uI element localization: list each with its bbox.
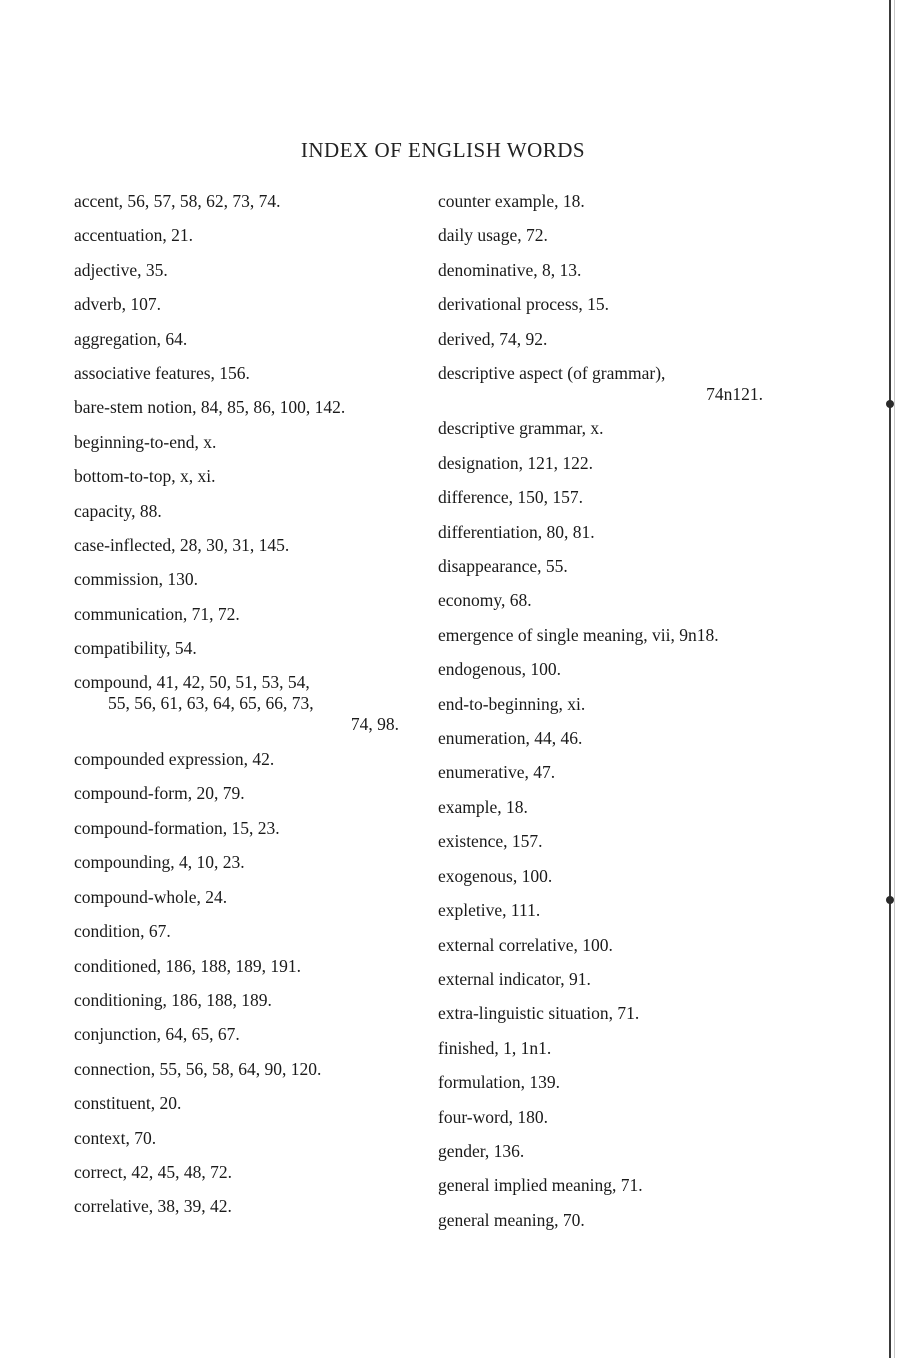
index-entry (74, 287, 424, 321)
index-entry-line: enumerative, 47. (438, 762, 556, 783)
index-entry-line: general meaning, 70. (438, 1209, 585, 1230)
index-entry (74, 218, 424, 252)
index-entry-line: exogenous, 100. (438, 865, 553, 886)
index-entry-line: existence, 157. (438, 831, 543, 852)
index-entry-line: 55, 56, 61, 63, 64, 65, 66, 73, (108, 693, 314, 714)
index-entry-line: compounding, 4, 10, 23. (74, 852, 245, 873)
index-entry-line: constituent, 20. (74, 1093, 182, 1114)
index-entry (74, 914, 424, 948)
index-entry-line: endogenous, 100. (438, 659, 561, 680)
index-entry-line: conditioned, 186, 188, 189, 191. (74, 955, 301, 976)
index-entry-line: capacity, 88. (74, 500, 162, 521)
index-entry (74, 459, 424, 493)
index-entry-line: counter example, 18. (438, 191, 585, 211)
index-entry-line: end-to-beginning, xi. (438, 693, 586, 714)
index-entry-line: four-word, 180. (438, 1106, 548, 1127)
index-entry (74, 880, 424, 914)
index-entry (74, 1189, 424, 1223)
index-entry-line: conditioning, 186, 188, 189. (74, 989, 272, 1010)
index-entry (438, 1065, 798, 1099)
index-entry (438, 618, 798, 652)
index-entry-line: 74n121. (706, 383, 763, 404)
index-entry-line: general implied meaning, 71. (438, 1175, 643, 1196)
index-entry-line: daily usage, 72. (438, 225, 548, 246)
index-entry-line: bottom-to-top, x, xi. (74, 466, 216, 487)
index-entry (438, 583, 798, 617)
index-entry-line: connection, 55, 56, 58, 64, 90, 120. (74, 1058, 322, 1079)
index-entry-line: derived, 74, 92. (438, 328, 548, 349)
index-entry (74, 1017, 424, 1051)
index-entry (438, 322, 798, 356)
index-entry (74, 983, 424, 1017)
index-entry-line: gender, 136. (438, 1140, 525, 1161)
index-entry (74, 184, 424, 218)
index-entry-line: beginning-to-end, x. (74, 431, 217, 452)
index-entry (438, 755, 798, 789)
index-entry-line: compound-whole, 24. (74, 886, 228, 907)
index-entry-line: derivational process, 15. (438, 294, 610, 315)
page-edge-line (889, 0, 891, 1358)
page-edge-shadow (894, 0, 895, 1358)
index-entry (74, 1155, 424, 1189)
index-entry-line: accentuation, 21. (74, 225, 194, 246)
index-entry (438, 549, 798, 583)
index-entry-line: enumeration, 44, 46. (438, 728, 583, 749)
index-entry-line: case-inflected, 28, 30, 31, 145. (74, 535, 290, 556)
index-entry (438, 893, 798, 927)
index-entry (438, 515, 798, 549)
index-entry (74, 322, 424, 356)
index-entry (74, 253, 424, 287)
index-entry-line: disappearance, 55. (438, 556, 568, 577)
index-entry (74, 845, 424, 879)
index-entry (438, 790, 798, 824)
index-entry-line: example, 18. (438, 796, 528, 817)
index-entry-line: communication, 71, 72. (74, 603, 240, 624)
index-entry-line: 74, 98. (350, 714, 399, 735)
index-entry (74, 776, 424, 810)
index-entry (438, 218, 798, 252)
index-entry-line: compatibility, 54. (74, 638, 197, 659)
index-column-right (438, 184, 798, 1237)
index-entry-line: aggregation, 64. (74, 328, 188, 349)
index-entry (438, 253, 798, 287)
index-entry (438, 824, 798, 858)
index-entry (74, 1121, 424, 1155)
index-entry-line: correct, 42, 45, 48, 72. (74, 1161, 232, 1182)
index-column-left (74, 184, 424, 1224)
index-entry-line: compounded expression, 42. (74, 749, 275, 770)
index-entry-line: context, 70. (74, 1127, 157, 1148)
index-entry (74, 494, 424, 528)
index-entry-line: compound-formation, 15, 23. (74, 817, 280, 838)
index-entry (438, 687, 798, 721)
index-entry (438, 446, 798, 480)
index-entry-line: differentiation, 80, 81. (438, 521, 595, 542)
index-entry-line: compound, 41, 42, 50, 51, 53, 54, (74, 672, 310, 693)
index-entry (74, 672, 424, 735)
index-entry (74, 1052, 424, 1086)
index-entry-line: formulation, 139. (438, 1072, 560, 1093)
index-entry (438, 1100, 798, 1134)
index-entry-line: accent, 56, 57, 58, 62, 73, 74. (74, 191, 281, 211)
index-entry-line: adjective, 35. (74, 259, 168, 280)
index-entry-line: denominative, 8, 13. (438, 259, 582, 280)
index-entry (438, 652, 798, 686)
index-entry (438, 1134, 798, 1168)
index-entry (438, 1203, 798, 1237)
index-entry (74, 1086, 424, 1120)
index-entry (438, 363, 798, 405)
index-entry (438, 287, 798, 321)
binding-mark (886, 400, 894, 408)
index-entry (438, 928, 798, 962)
index-entry-line: adverb, 107. (74, 294, 161, 315)
index-entry-line: emergence of single meaning, vii, 9n18. (438, 624, 719, 645)
index-entry (438, 859, 798, 893)
index-entry (74, 949, 424, 983)
index-entry (74, 562, 424, 596)
index-entry (74, 811, 424, 845)
index-entry-line: associative features, 156. (74, 363, 250, 384)
index-entry (74, 390, 424, 424)
index-entry-line: designation, 121, 122. (438, 452, 594, 473)
index-entry-line: extra-linguistic situation, 71. (438, 1003, 640, 1024)
index-entry-line: compound-form, 20, 79. (74, 783, 245, 804)
index-entry-line: descriptive grammar, x. (438, 418, 604, 439)
index-entry (438, 962, 798, 996)
index-entry-line: bare-stem notion, 84, 85, 86, 100, 142. (74, 397, 346, 418)
index-entry-line: condition, 67. (74, 921, 171, 942)
index-entry-line: external indicator, 91. (438, 968, 591, 989)
index-entry (438, 1031, 798, 1065)
index-entry (438, 1168, 798, 1202)
index-entry-line: descriptive aspect (of grammar), (438, 362, 666, 383)
index-entry (74, 356, 424, 390)
index-entry-line: conjunction, 64, 65, 67. (74, 1024, 240, 1045)
index-entry-line: difference, 150, 157. (438, 487, 583, 508)
index-entry-line: commission, 130. (74, 569, 198, 590)
index-entry-line: correlative, 38, 39, 42. (74, 1196, 232, 1217)
index-entry (438, 411, 798, 445)
index-entry (438, 480, 798, 514)
index-entry-line: economy, 68. (438, 590, 532, 611)
index-entry-line: external correlative, 100. (438, 934, 613, 955)
index-entry-line: finished, 1, 1n1. (438, 1037, 552, 1058)
binding-mark (886, 896, 894, 904)
index-entry (74, 597, 424, 631)
index-entry-line: expletive, 111. (438, 900, 541, 921)
index-entry (74, 742, 424, 776)
index-entry (438, 721, 798, 755)
index-entry (74, 425, 424, 459)
index-entry (74, 631, 424, 665)
index-entry (74, 528, 424, 562)
index-entry (438, 996, 798, 1030)
index-entry (438, 184, 798, 218)
page-title: INDEX OF ENGLISH WORDS (300, 138, 586, 162)
